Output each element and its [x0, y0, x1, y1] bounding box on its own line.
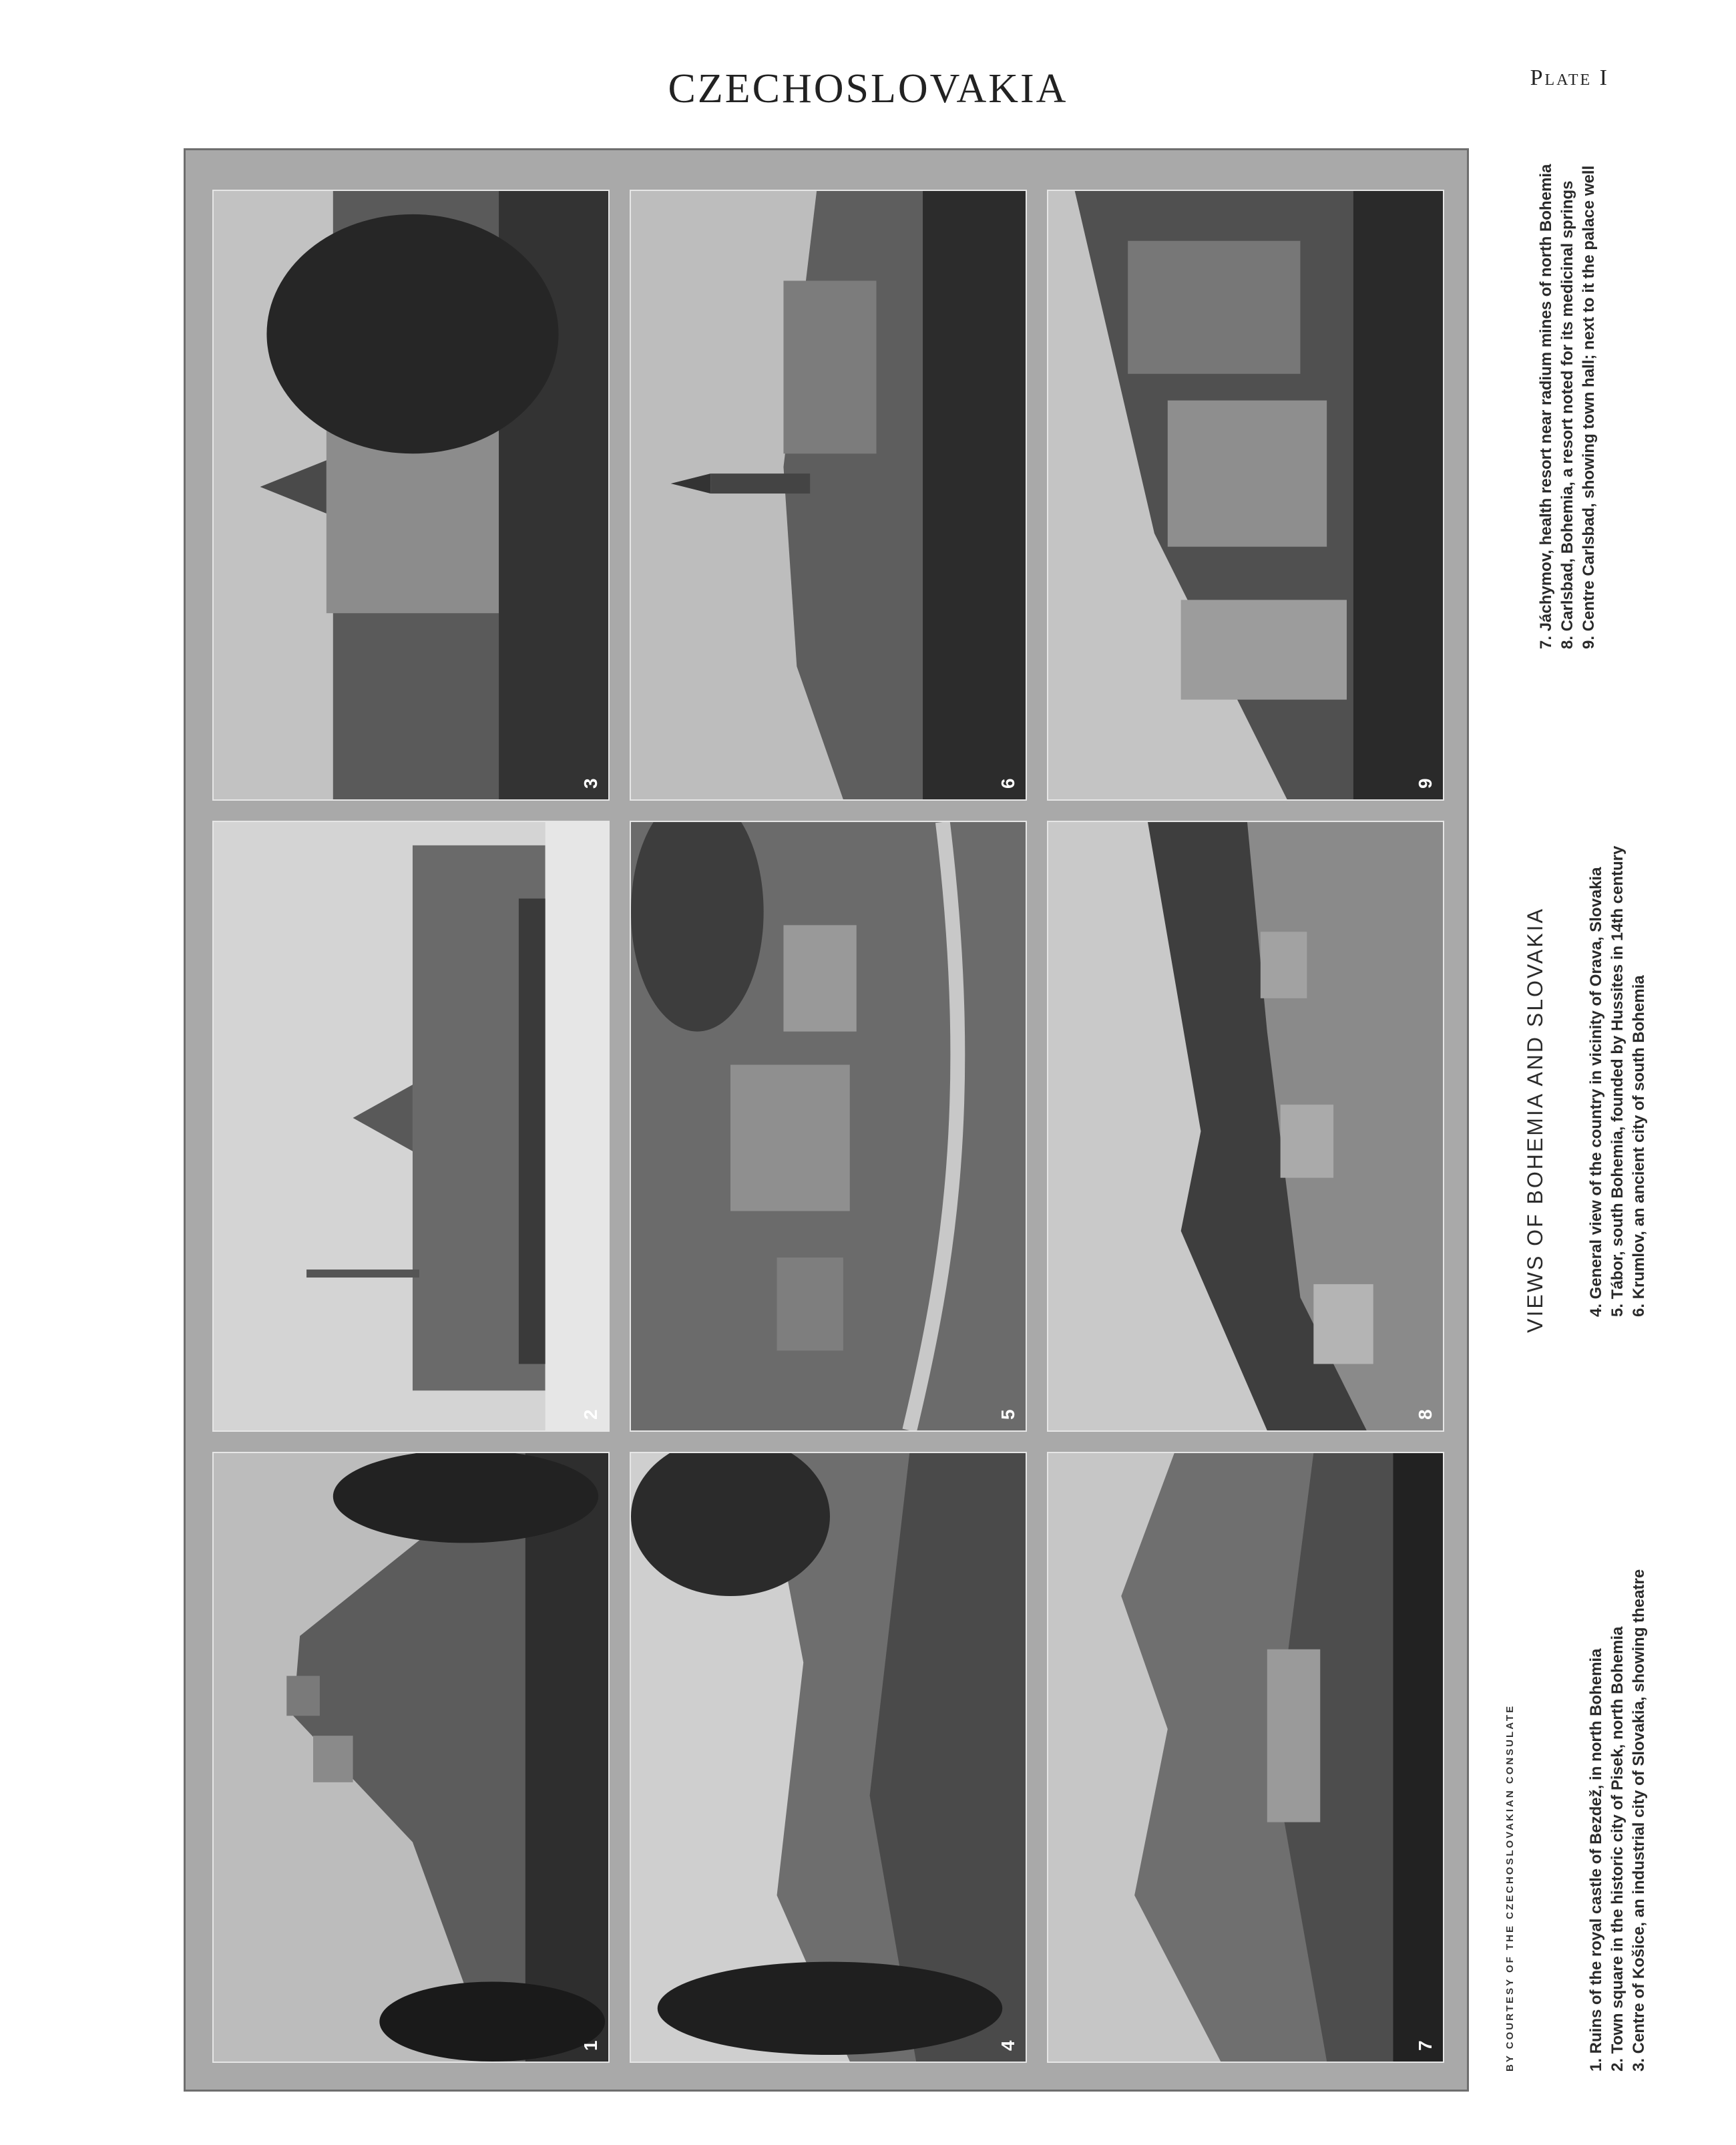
rotated-plate-area — [184, 148, 1666, 2092]
caption-3: 3. Centre of Košice, an industrial city of Slovakia, showing theatre — [1630, 1569, 1648, 2072]
photo-number-6: 6 — [998, 778, 1018, 789]
caption-group-left — [1586, 1569, 1650, 2072]
photo-number-8: 8 — [1415, 1409, 1436, 1420]
caption-7: 7. Jáchymov, health resort near radium mines of north Bohemia — [1537, 164, 1555, 649]
page-title: CZECHOSLOVAKIA — [668, 66, 1068, 112]
photo-credit: BY COURTESY OF THE CZECHOSLOVAKIAN CONSULATE — [1504, 1704, 1516, 2072]
photo-9-image — [1048, 191, 1443, 799]
photo-5 — [630, 821, 1027, 1432]
photo-2 — [212, 821, 610, 1432]
photo-4 — [630, 1452, 1027, 2063]
photo-7-image — [1048, 1453, 1443, 2062]
photo-3 — [212, 190, 610, 801]
plate-label: Plate I — [1530, 65, 1609, 90]
photo-3-image — [214, 191, 608, 799]
photo-5-image — [631, 822, 1026, 1430]
caption-1: 1. Ruins of the royal castle of Bezdež, in north Bohemia — [1587, 1648, 1605, 2072]
photo-1-image — [214, 1453, 608, 2062]
caption-8: 8. Carlsbad, Bohemia, a resort noted for its medicinal springs — [1558, 180, 1576, 649]
caption-4: 4. General view of the country in vicinity of Orava, Slovakia — [1587, 867, 1605, 1317]
caption-6: 6. Krumlov, an ancient city of south Bohemia — [1630, 975, 1648, 1317]
caption-group-right — [1536, 164, 1600, 649]
photo-number-9: 9 — [1415, 778, 1436, 789]
photo-1 — [212, 1452, 610, 2063]
photo-8-image — [1048, 822, 1443, 1430]
photo-6 — [630, 190, 1027, 801]
photo-9 — [1047, 190, 1444, 801]
photo-plate — [184, 148, 1469, 2092]
photo-4-image — [631, 1453, 1026, 2062]
caption-heading: VIEWS OF BOHEMIA AND SLOVAKIA — [1523, 907, 1547, 1333]
caption-9: 9. Centre Carlsbad, showing town hall; next to it the palace well — [1580, 165, 1598, 649]
photo-number-5: 5 — [998, 1409, 1018, 1420]
caption-5: 5. Tábor, south Bohemia, founded by Hussites in 14th century — [1608, 845, 1626, 1317]
photo-number-2: 2 — [580, 1409, 601, 1420]
photo-2-image — [214, 822, 608, 1430]
photo-number-3: 3 — [580, 778, 601, 789]
caption-group-middle — [1586, 846, 1650, 1317]
photo-number-1: 1 — [580, 2040, 601, 2051]
photo-8 — [1047, 821, 1444, 1432]
photo-number-7: 7 — [1415, 2040, 1436, 2051]
caption-2: 2. Town square in the historic city of Pisek, north Bohemia — [1608, 1626, 1626, 2072]
photo-6-image — [631, 191, 1026, 799]
photo-7 — [1047, 1452, 1444, 2063]
photo-number-4: 4 — [998, 2040, 1018, 2051]
